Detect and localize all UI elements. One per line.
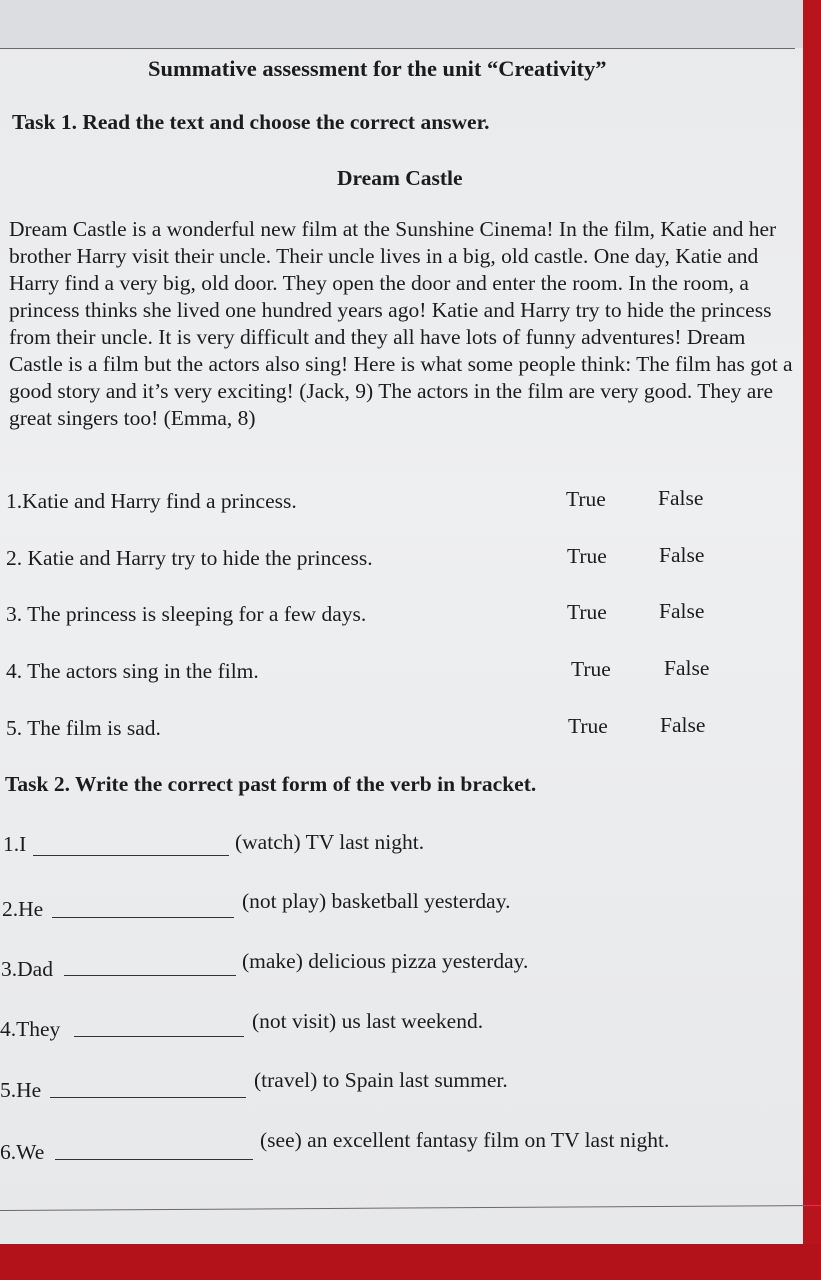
- answer-blank-4[interactable]: [74, 1036, 244, 1037]
- sentence-3-rest: (make) delicious pizza yesterday.: [242, 949, 529, 973]
- answer-blank-2[interactable]: [52, 917, 234, 918]
- sentence-4-rest: (not visit) us last weekend.: [252, 1009, 484, 1033]
- sentence-1-rest: (watch) TV last night.: [235, 830, 425, 854]
- question-4: 4. The actors sing in the film.: [6, 659, 259, 683]
- sentence-1-subject: 1.I: [3, 832, 27, 856]
- sentence-2-subject: 2.He: [2, 897, 44, 921]
- sentence-5-subject: 5.He: [0, 1078, 42, 1102]
- option-true-2[interactable]: True: [567, 544, 607, 568]
- option-false-1[interactable]: False: [658, 486, 704, 510]
- option-true-4[interactable]: True: [571, 657, 611, 681]
- sentence-4-subject: 4.They: [0, 1017, 61, 1041]
- assessment-heading: Summative assessment for the unit “Creativity”: [148, 56, 607, 81]
- answer-blank-5[interactable]: [50, 1097, 246, 1098]
- story-paragraph: Dream Castle is a wonderful new film at the Sunshine Cinema! In the film, Katie and her brother Harry visit their uncle. Their uncle lives in a big, old castle. One day, Katie and Harry find a very big, old door. They open the door and enter the room. In the room, a princess thinks she lived one hundred years ago! Katie and Harry try to hide the princess from their uncle. It is very difficult and they all have lots of funny adventures! Dream Castle is a film but the actors also sing! Here is what some people think: The film has got a good story and it’s very exciting! (Jack, 9) The actors in the film are very good. They are great singers too! (Emma, 8): [9, 217, 793, 430]
- sentence-5-rest: (travel) to Spain last summer.: [254, 1068, 508, 1092]
- sentence-6-rest: (see) an excellent fantasy film on TV last night.: [260, 1128, 670, 1152]
- option-true-1[interactable]: True: [566, 487, 606, 511]
- question-1: 1.Katie and Harry find a princess.: [6, 489, 297, 513]
- option-false-5[interactable]: False: [660, 713, 706, 737]
- option-false-4[interactable]: False: [664, 656, 710, 680]
- task1-instruction: Task 1. Read the text and choose the correct answer.: [12, 110, 490, 134]
- question-5: 5. The film is sad.: [6, 716, 161, 740]
- answer-blank-6[interactable]: [55, 1159, 253, 1160]
- sentence-2-rest: (not play) basketball yesterday.: [242, 889, 511, 913]
- question-3: 3. The princess is sleeping for a few days.: [6, 602, 367, 626]
- option-false-2[interactable]: False: [659, 543, 705, 567]
- sentence-6-subject: 6.We: [0, 1140, 45, 1164]
- desk-background-bottom: [0, 1244, 821, 1280]
- top-rule: [0, 48, 795, 49]
- option-true-5[interactable]: True: [568, 714, 608, 738]
- answer-blank-1[interactable]: [33, 855, 229, 856]
- question-2: 2. Katie and Harry try to hide the princess.: [6, 546, 373, 570]
- paper-top-shadow: [0, 0, 803, 48]
- task2-instruction: Task 2. Write the correct past form of the verb in bracket.: [5, 772, 537, 796]
- story-title: Dream Castle: [337, 166, 463, 190]
- option-false-3[interactable]: False: [659, 599, 705, 623]
- sentence-3-subject: 3.Dad: [1, 957, 53, 981]
- option-true-3[interactable]: True: [567, 600, 607, 624]
- answer-blank-3[interactable]: [64, 975, 236, 976]
